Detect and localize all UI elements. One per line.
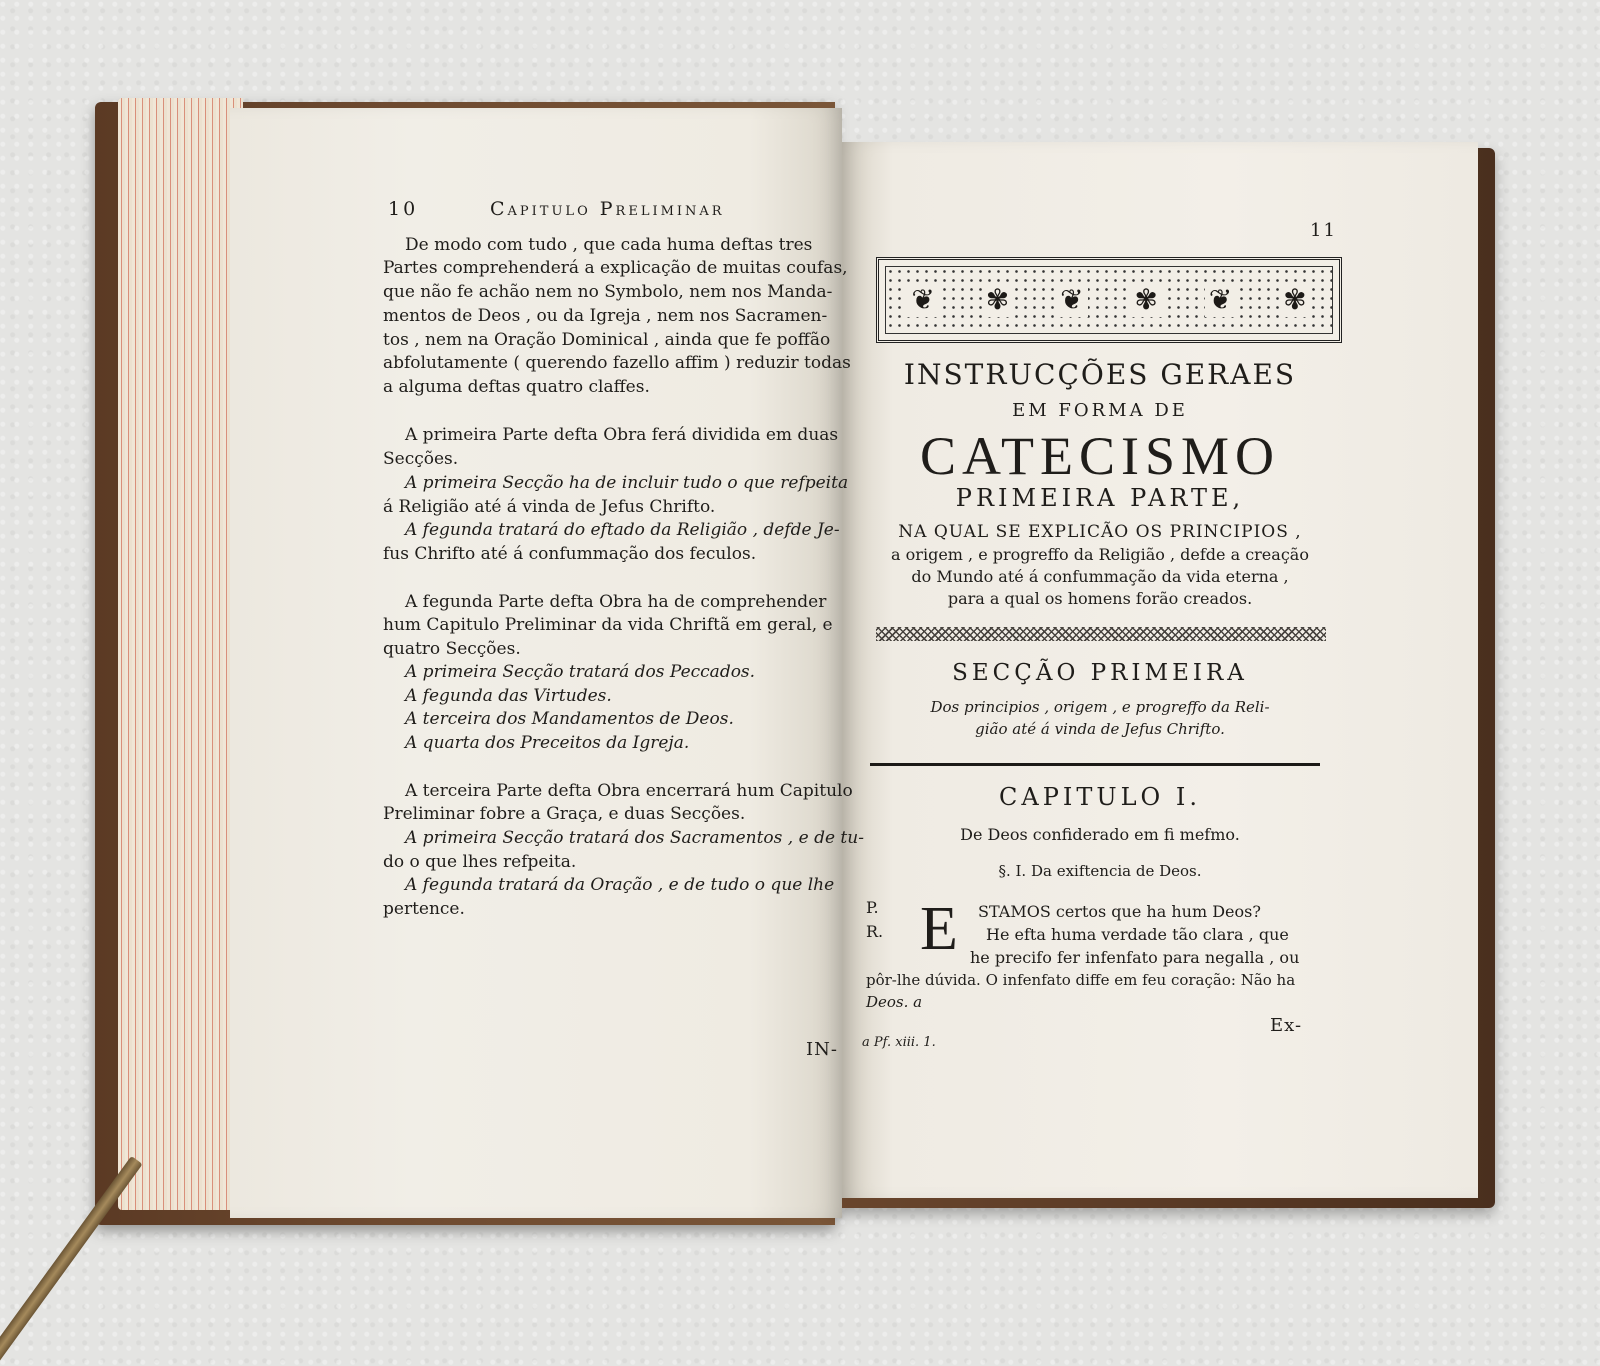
running-head: Capitulo Preliminar: [490, 198, 725, 220]
ornamental-headpiece: [876, 257, 1342, 343]
answer-line: pôr-lhe dúvida. O infenfato diffe em feu coração: Não ha: [866, 971, 1296, 989]
text-line: Preliminar fobre a Graça, e duas Secções.: [383, 804, 746, 824]
text-line: Secções.: [383, 449, 459, 469]
fleuron-icon: ✾: [1130, 283, 1161, 317]
text-line: mentos de Deos , ou da Igreja , nem nos Sacramen-: [383, 306, 828, 326]
right-page-number: 11: [1310, 220, 1337, 241]
text-line: a alguma deftas quatro claffes.: [383, 377, 650, 397]
title-line-1: INSTRUCÇÕES GERAES: [903, 358, 1297, 391]
text-line: fus Chrifto até á confummação dos feculos.: [383, 544, 757, 564]
horizontal-rule: [870, 763, 1320, 766]
subtitle-caps: NA QUAL SE EXPLICÃO OS PRINCIPIOS ,: [898, 522, 1302, 542]
text-line: A fegunda tratará da Oração , e de tudo o que lhe: [405, 875, 835, 895]
text-line: A terceira dos Mandamentos de Deos.: [405, 709, 734, 729]
text-line: A primeira Secção tratará dos Sacramentos , e de tu-: [405, 828, 864, 848]
section-subtitle: gião até á vinda de Jefus Chrifto.: [975, 720, 1225, 738]
fleuron-icon: ✾: [982, 283, 1013, 317]
chapter-subtitle: De Deos confiderado em fi mefmo.: [960, 825, 1240, 844]
part-title: PRIMEIRA PARTE,: [955, 484, 1245, 512]
title-main: CATECISMO: [919, 426, 1281, 486]
fleuron-icon: ❦: [907, 283, 938, 317]
bookmark-ribbon: [0, 1156, 143, 1366]
question-text: STAMOS certos que ha hum Deos?: [978, 902, 1261, 921]
page-edges: [118, 98, 243, 1210]
text-line: A fegunda Parte defta Obra ha de comprehender: [405, 592, 827, 612]
text-line: do o que lhes refpeita.: [383, 852, 577, 872]
subtitle-line: a origem , e progreffo da Religião , defde a creação: [891, 545, 1309, 564]
section-subtitle: Dos principios , origem , e progreffo da Reli-: [930, 698, 1270, 716]
text-line: A primeira Secção ha de incluir tudo o que refpeita: [405, 473, 849, 493]
text-line: pertence.: [383, 899, 465, 919]
answer-label: R.: [866, 922, 884, 941]
footnote: a Pf. xiii. 1.: [862, 1035, 936, 1050]
text-line: A terceira Parte defta Obra encerrará hum Capitulo: [405, 781, 853, 801]
drop-cap: E: [920, 895, 958, 963]
answer-line: Deos. a: [866, 993, 923, 1011]
paragraph-heading: §. I. Da exiftencia de Deos.: [998, 862, 1202, 880]
question-label: P.: [866, 898, 879, 917]
subtitle-line: do Mundo até á confummação da vida eterna ,: [911, 567, 1289, 586]
subtitle-line: para a qual os homens forão creados.: [947, 589, 1253, 608]
text-line: hum Capitulo Preliminar da vida Chriftã em geral, e: [383, 615, 833, 635]
section-title: SECÇÃO PRIMEIRA: [952, 660, 1248, 686]
left-page-number: 10: [388, 198, 419, 220]
fleuron-icon: ✾: [1279, 283, 1310, 317]
fleuron-icon: ❦: [1205, 283, 1236, 317]
text-line: De modo com tudo , que cada huma deftas tres: [405, 235, 813, 255]
catchword: IN-: [806, 1039, 838, 1060]
catchword-right: Ex-: [1270, 1015, 1303, 1036]
text-line: A fegunda tratará do eftado da Religião , defde Je-: [405, 520, 840, 540]
answer-line: He efta huma verdade tão clara , que: [986, 925, 1289, 944]
text-line: Partes comprehenderá a explicação de muitas coufas,: [383, 258, 848, 278]
text-line: A primeira Parte defta Obra ferá dividida em duas: [405, 425, 839, 445]
chapter-title: CAPITULO I.: [999, 783, 1201, 811]
fleuron-icon: ❦: [1056, 283, 1087, 317]
text-line: A quarta dos Preceitos da Igreja.: [405, 733, 690, 753]
text-line: que não fe achão nem no Symbolo, nem nos Manda-: [383, 282, 833, 302]
text-line: á Religião até á vinda de Jefus Chrifto.: [383, 497, 716, 517]
answer-line: he precifo fer infenfato para negalla , ou: [970, 948, 1300, 967]
text-line: abfolutamente ( querendo fazello affim ) reduzir todas: [383, 353, 851, 373]
text-line: quatro Secções.: [383, 639, 521, 659]
title-line-2: EM FORMA DE: [1012, 400, 1188, 421]
text-line: tos , nem na Oração Dominical , ainda que fe poffão: [383, 330, 831, 350]
ornamental-rule: [876, 627, 1326, 641]
text-line: A primeira Secção tratará dos Peccados.: [405, 662, 756, 682]
text-line: A fegunda das Virtudes.: [405, 686, 612, 706]
